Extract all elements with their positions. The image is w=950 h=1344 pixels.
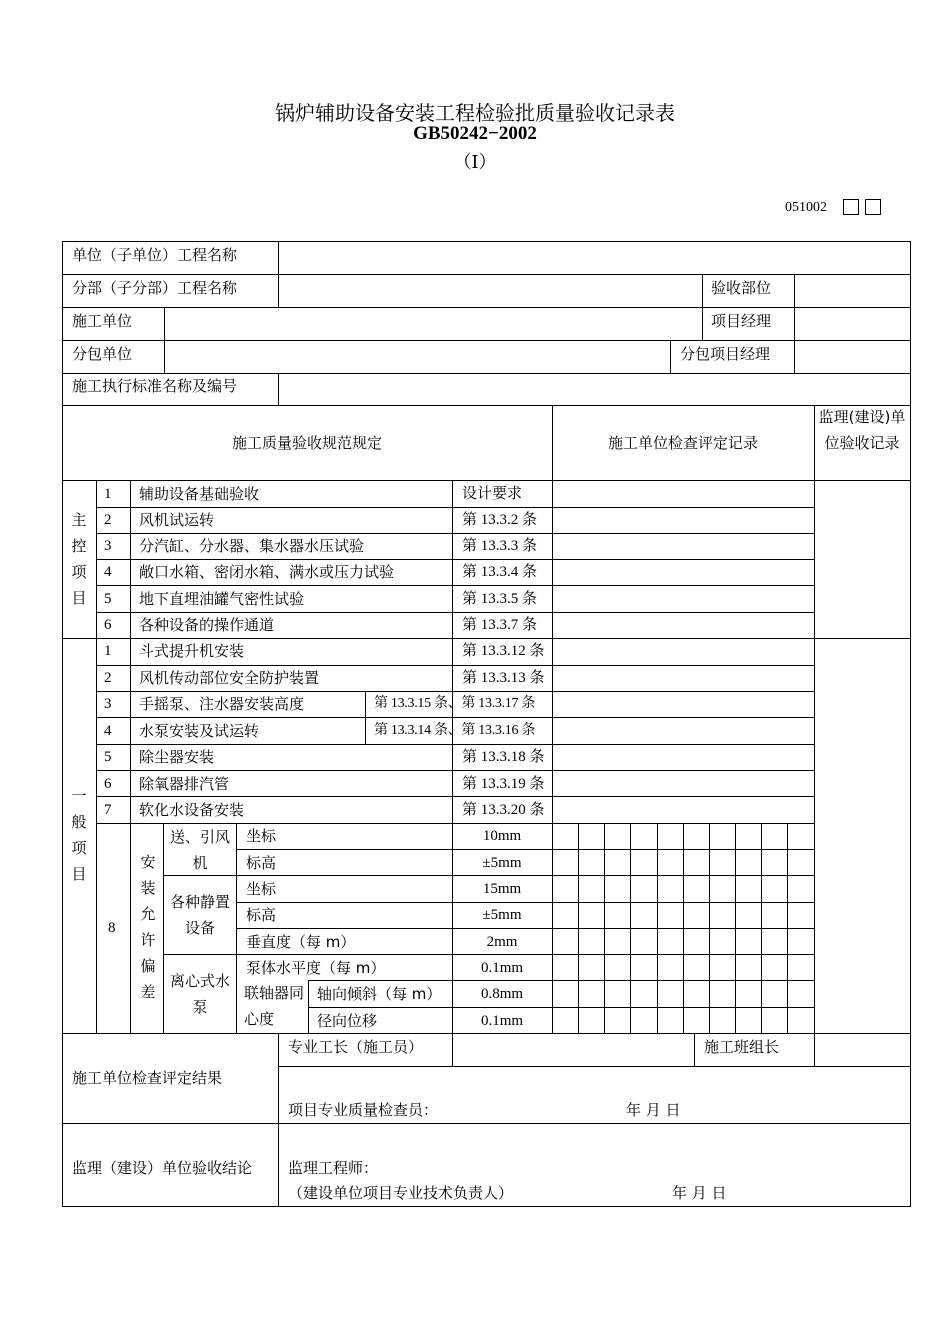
item8-label: 安装允许偏差 [140,853,156,1001]
main-item-clause: 第 13.3.4 条 [462,564,538,580]
inspection-table [62,241,911,1207]
general-item-name: 除尘器安装 [139,748,215,766]
general-item-clause: 第 13.3.18 条 [462,749,545,765]
part-number: （Ⅰ） [453,152,497,173]
team-leader-label: 施工班组长 [704,1038,780,1056]
spec-column-header: 施工质量验收规范规定 [231,434,382,452]
code-checkbox-2[interactable] [865,199,881,215]
deviation-item: 坐标 [246,880,277,898]
supervision-column-header: 监理(建设)单位验收记录 [818,408,906,452]
general-item-clause: 第 13.3.13 条 [462,670,545,686]
main-item-clause: 设计要求 [462,486,523,502]
main-item-name: 风机试运转 [139,511,215,529]
general-item-no: 5 [104,749,112,765]
form-code: 051002 [785,200,827,215]
main-item-clause: 第 13.3.2 条 [462,512,538,528]
form-title: 锅炉辅助设备安装工程检验批质量验收记录表 [275,101,675,125]
check-record-column-header: 施工单位检查评定记录 [607,434,758,452]
general-item-no: 4 [104,723,112,739]
general-item-name: 手摇泵、注水器安装高度 [139,695,305,713]
code-checkbox-1[interactable] [843,199,859,215]
conclusion-date: 年 月 日 [672,1184,727,1202]
tolerance-value: 10mm [482,828,522,844]
sub-project-manager-label: 分包项目经理 [680,345,771,363]
tolerance-value: ±5mm [482,907,522,923]
general-item-name: 水泵安装及试运转 [139,722,260,740]
project-manager-label: 项目经理 [711,312,772,330]
general-item-name: 软化水设备安装 [139,801,245,819]
general-item-no: 2 [104,670,112,686]
subcontractor-label: 分包单位 [72,345,133,363]
main-item-no: 4 [104,564,112,580]
tolerance-value: 15mm [482,881,522,897]
standard-name-label: 施工执行标准名称及编号 [72,377,238,395]
main-item-no: 6 [104,617,112,633]
deviation-item: 径向位移 [317,1012,378,1030]
main-item-name: 辅助设备基础验收 [139,485,260,503]
general-item-clause: 第 13.3.12 条 [462,643,545,659]
main-item-no: 3 [104,538,112,554]
main-item-no: 5 [104,591,112,607]
foreman-label: 专业工长（施工员） [288,1038,424,1056]
main-item-name: 各种设备的操作通道 [139,616,275,634]
deviation-item: 标高 [246,854,277,872]
main-item-no: 2 [104,512,112,528]
owner-representative-label: （建设单位项目专业技术负责人） [288,1184,514,1202]
acceptance-part-label: 验收部位 [711,279,772,297]
general-item-clause: 第 13.3.14 条、第 13.3.16 条 [374,723,536,738]
general-item-no: 3 [104,696,112,712]
general-item-clause: 第 13.3.19 条 [462,776,545,792]
general-item-name: 除氧器排汽管 [139,775,230,793]
general-item-name: 风机传动部位安全防护装置 [139,669,320,687]
coupling-group-label: 联轴器同心度 [244,984,305,1028]
general-item-clause: 第 13.3.20 条 [462,802,545,818]
tolerance-value: 0.8mm [480,986,524,1002]
main-item-clause: 第 13.3.7 条 [462,617,538,633]
general-item-no: 1 [104,643,112,659]
deviation-item: 泵体水平度（每 m） [246,959,386,977]
constructor-label: 施工单位 [72,312,133,330]
pump-group-label: 离心式水泵 [169,972,230,1016]
main-item-name: 分汽缸、分水器、集水器水压试验 [139,537,365,555]
deviation-item: 轴向倾斜（每 m） [317,985,442,1003]
sub-project-label: 分部（子分部）工程名称 [72,279,238,297]
conclusion-label: 监理（建设）单位验收结论 [72,1159,253,1177]
deviation-item: 坐标 [246,827,277,845]
main-items-label: 主控项目 [71,511,87,607]
quality-inspector-label: 项目专业质量检查员： [288,1101,439,1119]
general-item-no: 6 [104,776,112,792]
main-item-name: 地下直埋油罐气密性试验 [139,590,305,608]
general-item-clause: 第 13.3.15 条、第 13.3.17 条 [374,696,536,711]
tolerance-value: 0.1mm [480,1013,524,1029]
general-item-name: 斗式提升机安装 [139,642,245,660]
main-item-name: 敞口水箱、密闭水箱、满水或压力试验 [139,563,395,581]
main-item-clause: 第 13.3.5 条 [462,591,538,607]
general-items-label: 一般项目 [71,787,87,883]
deviation-item: 垂直度（每 m） [246,933,356,951]
check-result-label: 施工单位检查评定结果 [72,1069,223,1087]
tolerance-value: ±5mm [482,855,522,871]
static-equipment-group-label: 各种静置设备 [169,893,230,937]
standard-code: GB50242−2002 [413,123,537,144]
unit-project-label: 单位（子单位）工程名称 [72,246,238,264]
check-date: 年 月 日 [626,1101,681,1119]
general-item-no: 7 [104,802,112,818]
fan-group-label: 送、引风 机 [169,828,230,872]
tolerance-value: 2mm [486,934,518,950]
supervising-engineer-label: 监理工程师： [288,1159,379,1177]
deviation-item: 标高 [246,906,277,924]
main-item-no: 1 [104,486,112,502]
tolerance-value: 0.1mm [480,960,524,976]
main-item-clause: 第 13.3.3 条 [462,538,538,554]
item8-no: 8 [108,920,116,936]
